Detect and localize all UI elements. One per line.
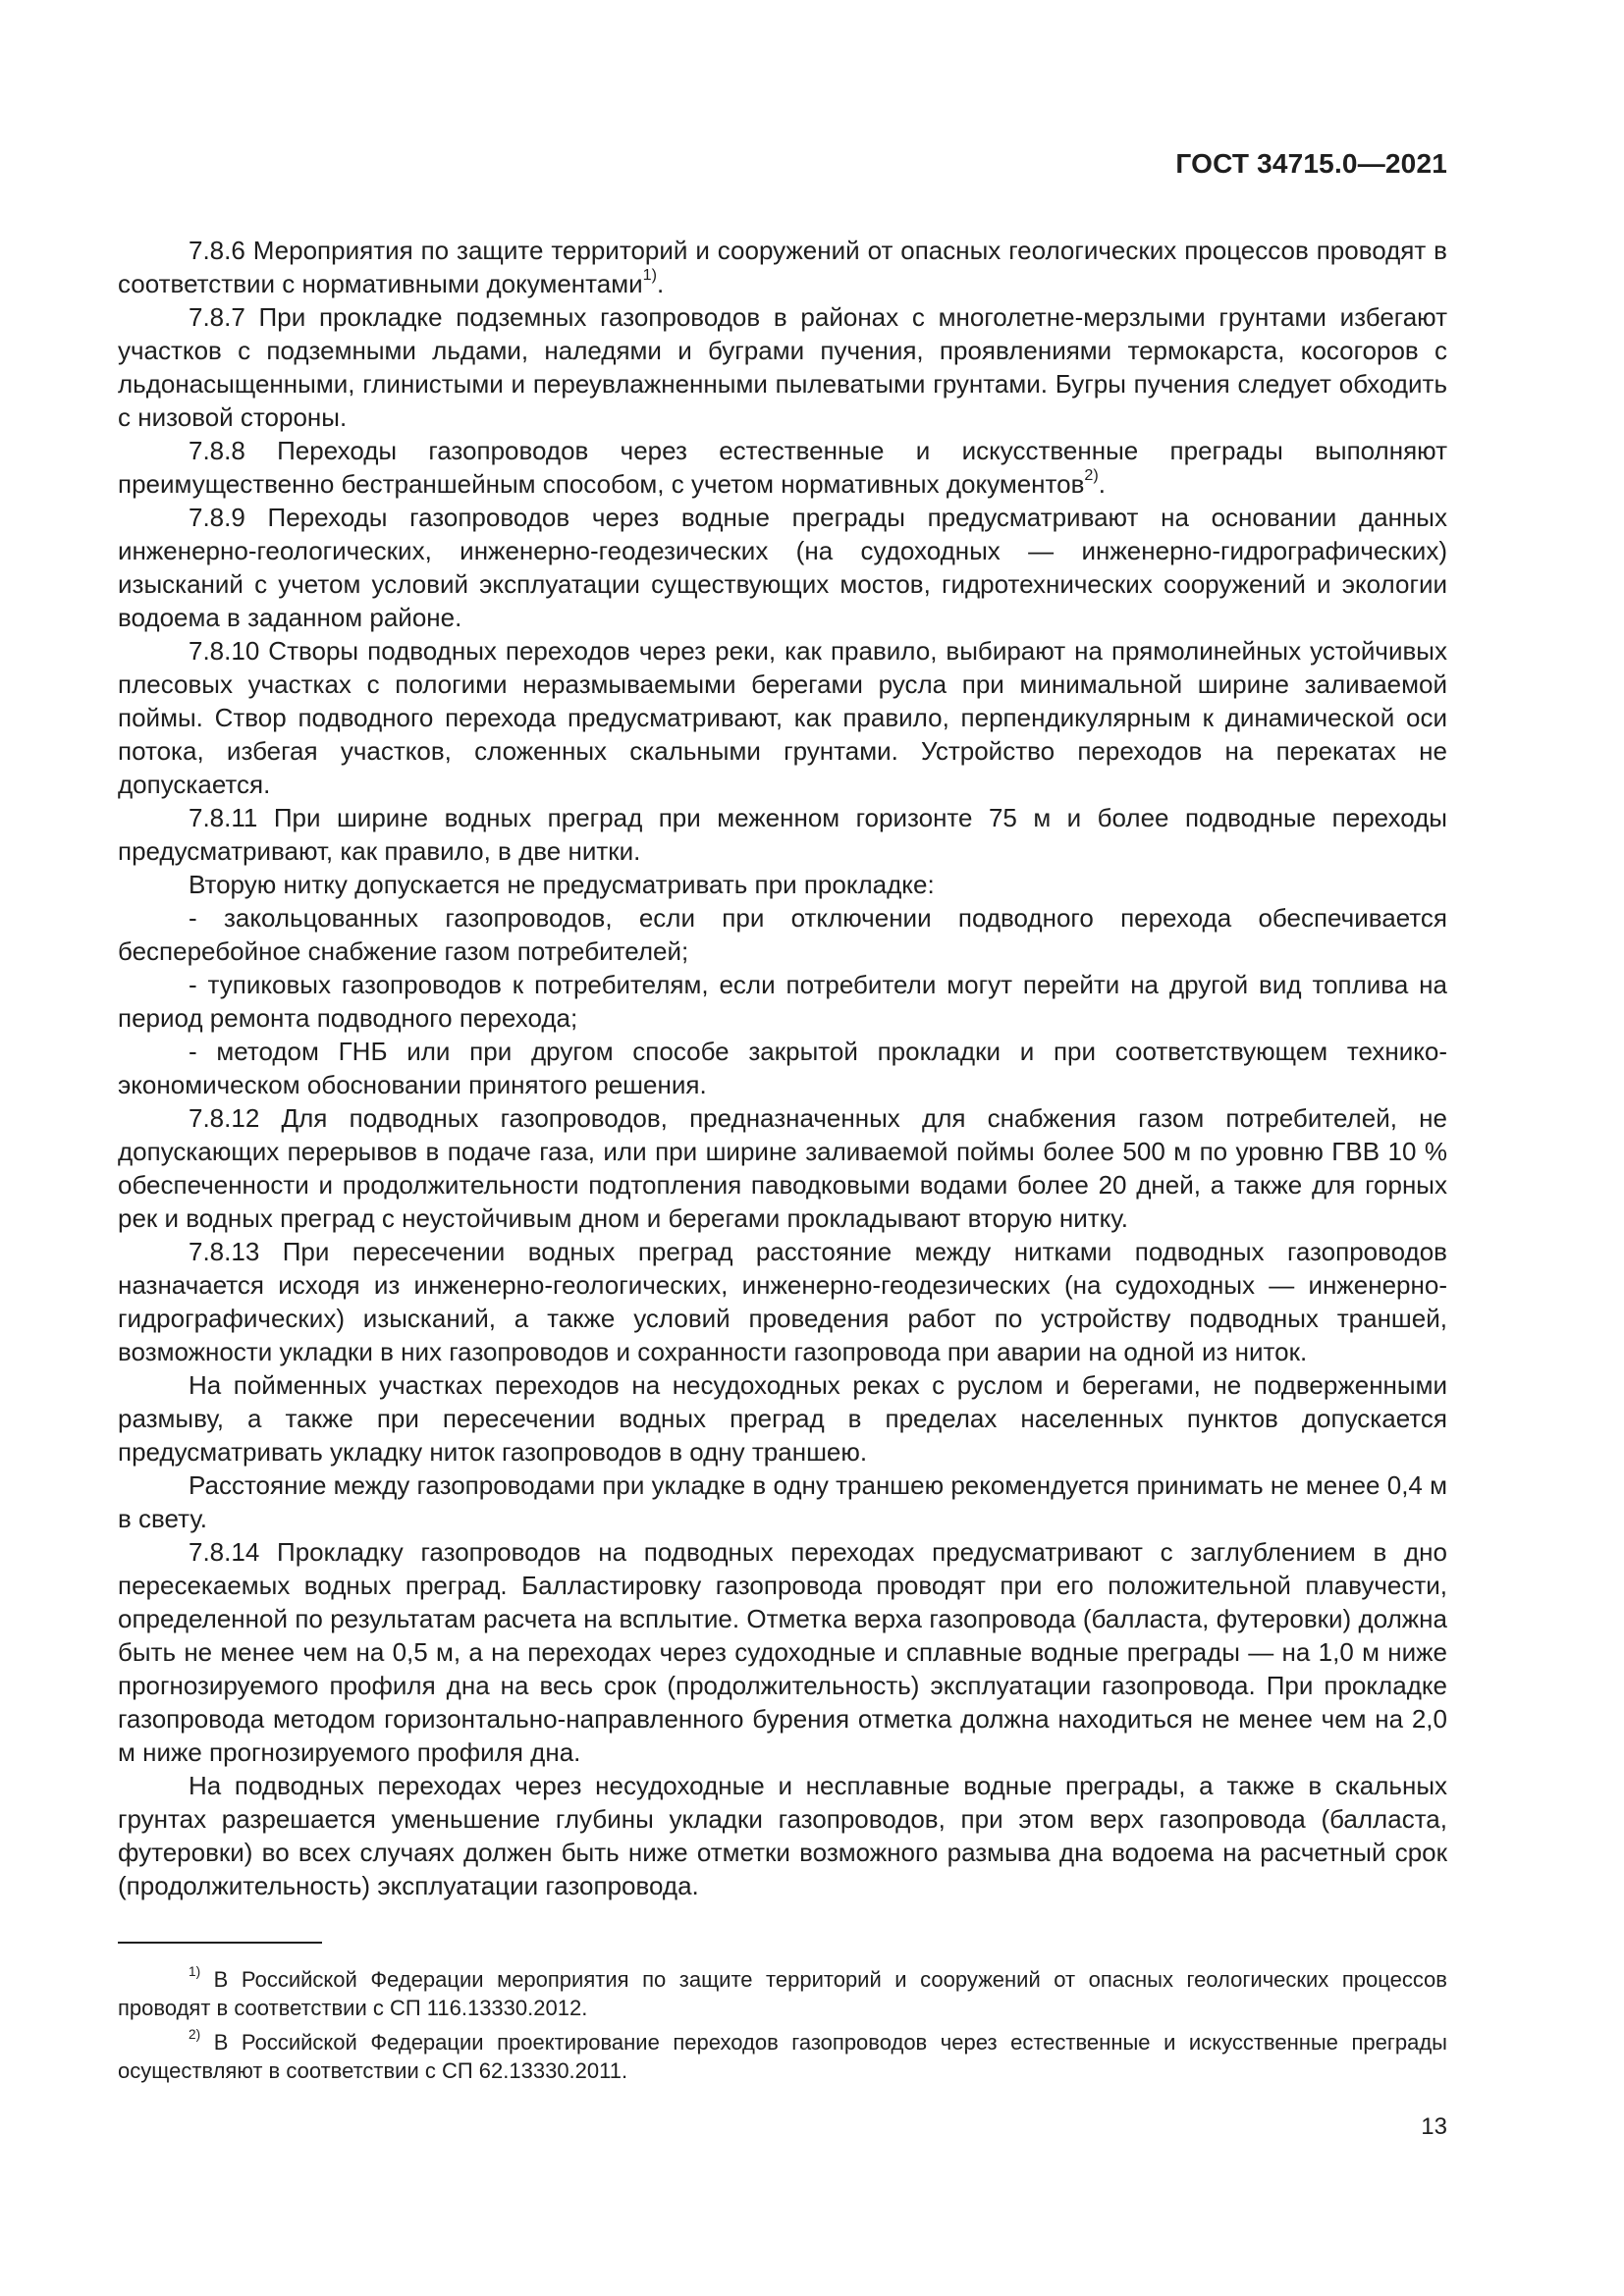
paragraph-7-8-9: 7.8.9 Переходы газопроводов через водные преграды предусматривают на основании данных инженерно-геологических, инженерно-геодезических (на судоходных — инженерно-гидрографических) изысканий с учетом условий эксплуатации существующих мостов, гидротехнических сооружений и экологии водоема в заданном районе. — [118, 503, 1447, 632]
paragraph-7-8-6: 7.8.6 Мероприятия по защите территорий и сооружений от опасных геологических процессов проводят в соответствии с нормативными документами$^{1)}$. — [118, 236, 1447, 298]
paragraph-7-8-8: 7.8.8 Переходы газопроводов через естественные и искусственные преграды выполняют преимущественно бестраншейным способом, с учетом нормативных документов$^{2)}$. — [118, 436, 1447, 499]
footnote-divider — [118, 1942, 322, 1944]
document-body — [118, 234, 1447, 1902]
footnotes — [118, 1965, 1447, 2085]
paragraph-floodplain: На пойменных участках переходов на несудоходных реках с руслом и берегами, не подверженными размыву, а также при пересечении водных преград в пределах населенных пунктов допускается предусматривать укладку ниток газопроводов в одну траншею. — [118, 1370, 1447, 1467]
paragraph-7-8-10: 7.8.10 Створы подводных переходов через реки, как правило, выбирают на прямолинейных устойчивых плесовых участках с пологими неразмываемыми берегами русла при минимальной ширине заливаемой поймы. Створ подводного перехода предусматривают, как правило, перпендикулярным к динамической оси потока, избегая участков, сложенных скальными грунтами. Устройство переходов на перекатах не допускается. — [118, 636, 1447, 799]
paragraph-7-8-12: 7.8.12 Для подводных газопроводов, предназначенных для снабжения газом потребителей, не допускающих перерывов в подаче газа, или при ширине заливаемой поймы более 500 м по уровню ГВВ 10 % обеспеченности и продолжительности подтопления паводковыми водами более 20 дней, а также для горных рек и водных преград с неустойчивым дном и берегами прокладывают вторую нитку. — [118, 1103, 1447, 1233]
paragraph-7-8-11: 7.8.11 При ширине водных преград при меженном горизонте 75 м и более подводные переходы предусматривают, как правило, в две нитки. — [118, 803, 1447, 866]
paragraph-7-8-7: 7.8.7 При прокладке подземных газопроводов в районах с многолетне-мерзлыми грунтами избегают участков с подземными льдами, наледями и буграми пучения, проявлениями термокарста, косогоров с льдонасыщенными, глинистыми и переувлажненными пылеватыми грунтами. Бугры пучения следует обходить с низовой стороны. — [118, 302, 1447, 432]
paragraph-second-line-intro: Вторую нитку допускается не предусматривать при прокладке: — [189, 870, 935, 899]
paragraph-7-8-14: 7.8.14 Прокладку газопроводов на подводных переходах предусматривают с заглублением в дно пересекаемых водных преград. Балластировку газопровода проводят при его положительной плавучести, определенной по результатам расчета на всплытие. Отметка верха газопровода (балласта, футеровки) должна быть не менее чем на 0,5 м, а на переходах через судоходные и сплавные водные преграды — на 1,0 м ниже прогнозируемого профиля дна на весь срок (продолжительность) эксплуатации газопровода. При прокладке газопровода методом горизонтально-направленного бурения отметка должна находиться не менее чем на 2,0 м ниже прогнозируемого профиля дна. — [118, 1537, 1447, 1767]
document-header: ГОСТ 34715.0—2021 — [1175, 148, 1447, 179]
footnote-2: $^{2)}$ В Российской Федерации проектирование переходов газопроводов через естественные и искусственные преграды осуществляют в соответствии с СП 62.13330.2011. — [118, 2026, 1447, 2083]
paragraph-7-8-13: 7.8.13 При пересечении водных преград расстояние между нитками подводных газопроводов назначается исходя из инженерно-геологических, инженерно-геодезических (на судоходных — инженерно-гидрографических) изысканий, а также условий проведения работ по устройству подводных траншей, возможности укладки в них газопроводов и сохранности газопровода при аварии на одной из ниток. — [118, 1237, 1447, 1366]
page-number: 13 — [1421, 2113, 1447, 2140]
list-item-looped: - закольцованных газопроводов, если при отключении подводного перехода обеспечивается бесперебойное снабжение газом потребителей; — [118, 903, 1447, 966]
list-item-hdd: - методом ГНБ или при другом способе закрытой прокладки и при соответствующем технико-экономическом обосновании принятого решения. — [118, 1037, 1447, 1099]
paragraph-distance: Расстояние между газопроводами при укладке в одну траншею рекомендуется принимать не менее 0,4 м в свету. — [118, 1470, 1447, 1533]
footnote-ref-2[interactable]: 2) — [1084, 466, 1099, 485]
list-item-dead-end: - тупиковых газопроводов к потребителям, если потребители могут перейти на другой вид топлива на период ремонта подводного перехода; — [118, 970, 1447, 1033]
paragraph-non-navigable: На подводных переходах через несудоходные и несплавные водные преграды, а также в скальных грунтах разрешается уменьшение глубины укладки газопроводов, при этом верх газопровода (балласта, футеровки) во всех случаях должен быть ниже отметки возможного размыва дна водоема на расчетный срок (продолжительность) эксплуатации газопровода. — [118, 1771, 1447, 1900]
footnote-ref-1[interactable]: 1) — [642, 266, 657, 285]
footnote-1: $^{1)}$ В Российской Федерации мероприятия по защите территорий и сооружений от опасных геологических процессов проводят в соответствии с СП 116.13330.2012. — [118, 1963, 1447, 2020]
